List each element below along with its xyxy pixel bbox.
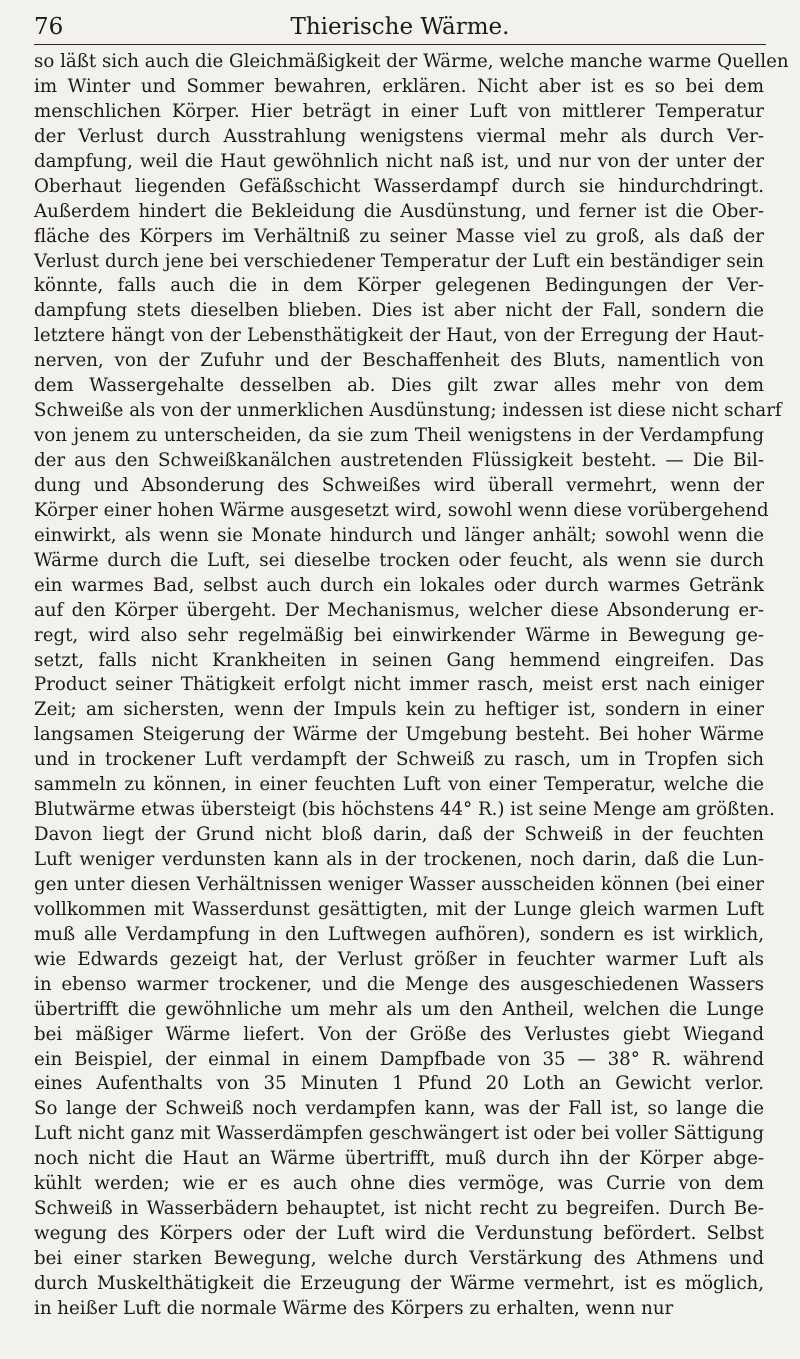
text-line: dem Wassergehalte desselben ab. Dies gilt zwar alles mehr von dem	[34, 375, 764, 397]
body-text	[34, 50, 789, 1322]
text-line: übertrifft die gewöhnliche um mehr als um den Antheil, welchen die Lunge	[34, 998, 764, 1020]
text-line: So lange der Schweiß noch verdampfen kann, was der Fall ist, so lange die	[34, 1098, 764, 1120]
text-line: bei mäßiger Wärme liefert. Von der Größe des Verlustes giebt Wiegand	[34, 1023, 764, 1045]
text-line: in ebenso warmer trockener, und die Menge des ausgeschiedenen Wassers	[34, 973, 764, 995]
text-line: Verlust durch jene bei verschiedener Temperatur der Luft ein beständiger sein	[34, 250, 764, 272]
text-line: auf den Körper übergeht. Der Mechanismus, welcher diese Absonderung er-	[34, 599, 764, 621]
running-title: Thierische Wärme.	[290, 14, 510, 40]
text-line: gen unter diesen Verhältnissen weniger Wasser ausscheiden können (bei einer	[34, 873, 764, 895]
text-line: vollkommen mit Wasserdunst gesättigten, mit der Lunge gleich warmen Luft	[34, 898, 764, 920]
text-line: Schweiße als von der unmerklichen Ausdünstung; indessen ist diese nicht scharf	[34, 400, 782, 422]
text-line: kühlt werden; wie er es auch ohne dies vermöge, was Currie von dem	[34, 1173, 764, 1195]
text-line: ein warmes Bad, selbst auch durch ein lokales oder durch warmes Getränk	[34, 574, 764, 596]
text-line: noch nicht die Haut an Wärme übertrifft, muß durch ihn der Körper abge-	[34, 1148, 764, 1170]
text-line: regt, wird also sehr regelmäßig bei einwirkender Wärme in Bewegung ge-	[34, 624, 764, 646]
text-line: setzt, falls nicht Krankheiten in seinen Gang hemmend eingreifen. Das	[34, 649, 764, 671]
text-line: dampfung stets dieselben blieben. Dies ist aber nicht der Fall, sondern die	[34, 300, 764, 322]
text-line: eines Aufenthalts von 35 Minuten 1 Pfund 20 Loth an Gewicht verlor.	[34, 1073, 764, 1095]
text-line: im Winter und Sommer bewahren, erklären. Nicht aber ist es so bei dem	[34, 75, 764, 97]
text-line: muß alle Verdampfung in den Luftwegen aufhören), sondern es ist wirklich,	[34, 923, 764, 945]
text-line: wegung des Körpers oder der Luft wird die Verdunstung befördert. Selbst	[34, 1223, 764, 1245]
text-line: langsamen Steigerung der Wärme der Umgebung besteht. Bei hoher Wärme	[34, 724, 764, 746]
text-line: fläche des Körpers im Verhältniß zu seiner Masse viel zu groß, als daß der	[34, 225, 764, 247]
text-line: dung und Absonderung des Schweißes wird überall vermehrt, wenn der	[34, 474, 764, 496]
text-line: dampfung, weil die Haut gewöhnlich nicht naß ist, und nur von der unter der	[34, 150, 764, 172]
text-line: Product seiner Thätigkeit erfolgt nicht immer rasch, meist erst nach einiger	[34, 674, 764, 696]
text-line: der Verlust durch Ausstrahlung wenigstens viermal mehr als durch Ver-	[34, 125, 764, 147]
page-number: 76	[34, 14, 64, 40]
text-line: Davon liegt der Grund nicht bloß darin, daß der Schweiß in der feuchten	[34, 824, 764, 846]
text-line: sammeln zu können, in einer feuchten Luft von einer Temperatur, welche die	[34, 774, 764, 796]
text-line: Wärme durch die Luft, sei dieselbe trocken oder feucht, als wenn sie durch	[34, 549, 764, 571]
text-line: letztere hängt von der Lebensthätigkeit der Haut, von der Erregung der Haut-	[34, 325, 764, 347]
text-line: einwirkt, als wenn sie Monate hindurch und länger anhält; sowohl wenn die	[34, 524, 764, 546]
text-line: nerven, von der Zufuhr und der Beschaffenheit des Bluts, namentlich von	[34, 350, 764, 372]
text-line: Blutwärme etwas übersteigt (bis höchstens 44° R.) ist seine Menge am größten.	[34, 799, 775, 821]
text-line: in heißer Luft die normale Wärme des Körpers zu erhalten, wenn nur	[34, 1297, 674, 1319]
text-line: Luft nicht ganz mit Wasserdämpfen geschwängert ist oder bei voller Sättigung	[34, 1123, 764, 1145]
text-line: und in trockener Luft verdampft der Schweiß zu rasch, um in Tropfen sich	[34, 749, 764, 771]
text-line: von jenem zu unterscheiden, da sie zum Theil wenigstens in der Verdampfung	[34, 425, 764, 447]
text-line: bei einer starken Bewegung, welche durch Verstärkung des Athmens und	[34, 1248, 764, 1269]
page-header	[34, 12, 766, 42]
text-line: menschlichen Körper. Hier beträgt in einer Luft von mittlerer Temperatur	[34, 100, 764, 122]
text-line: ein Beispiel, der einmal in einem Dampfbade von 35 — 38° R. während	[34, 1048, 764, 1070]
text-line: könnte, falls auch die in dem Körper gelegenen Bedingungen der Ver-	[34, 275, 764, 297]
text-line: durch Muskelthätigkeit die Erzeugung der Wärme vermehrt, ist es möglich,	[34, 1272, 764, 1294]
text-line: Körper einer hohen Wärme ausgesetzt wird, sowohl wenn diese vorübergehend	[34, 499, 769, 521]
text-line: so läßt sich auch die Gleichmäßigkeit der Wärme, welche manche warme Quellen	[34, 51, 789, 72]
text-line: wie Edwards gezeigt hat, der Verlust größer in feuchter warmer Luft als	[34, 948, 764, 970]
text-line: der aus den Schweißkanälchen austretenden Flüssigkeit besteht. — Die Bil-	[34, 450, 764, 471]
text-line: Zeit; am sichersten, wenn der Impuls kein zu heftiger ist, sondern in einer	[34, 699, 764, 721]
text-line: Oberhaut liegenden Gefäßschicht Wasserdampf durch sie hindurchdringt.	[34, 175, 764, 197]
text-line: Luft weniger verdunsten kann als in der trockenen, noch darin, daß die Lun-	[34, 849, 764, 870]
text-line: Schweiß in Wasserbädern behauptet, ist nicht recht zu begreifen. Durch Be-	[34, 1198, 764, 1220]
text-line: Außerdem hindert die Bekleidung die Ausdünstung, und ferner ist die Ober-	[34, 200, 764, 222]
header-rule	[34, 44, 766, 45]
